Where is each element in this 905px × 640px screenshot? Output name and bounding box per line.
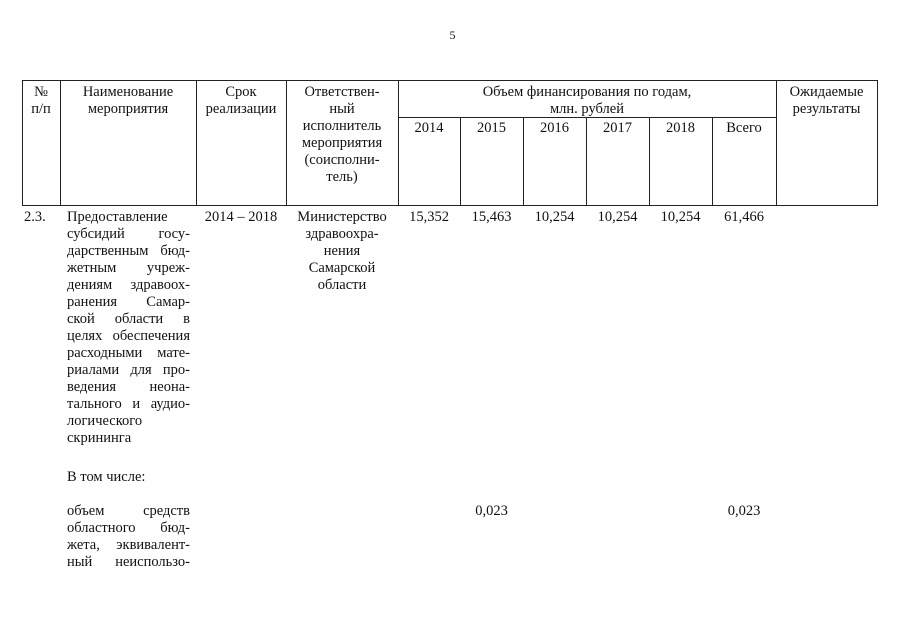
header-period: Срок реализации <box>205 84 277 117</box>
subrow-name <box>67 503 190 571</box>
subrow-value-2015: 0,023 <box>475 503 508 519</box>
row-name <box>67 209 190 447</box>
row-period: 2014 – 2018 <box>204 209 278 225</box>
header-executor: Ответствен- ный исполнитель мероприятия (соисполни- тель) <box>301 84 383 185</box>
row-name-line: ведения неона- <box>67 379 190 395</box>
row-value-2015: 15,463 <box>471 209 512 225</box>
row-name-line: скрининга <box>67 430 132 446</box>
header-year-2018: 2018 <box>666 120 695 136</box>
row-value-2017: 10,254 <box>597 209 638 225</box>
row-value-total: 61,466 <box>724 209 764 225</box>
table-top-border <box>22 80 878 81</box>
row-executor: Министерство здравоохра- нения Самарской области <box>297 209 387 293</box>
header-year-2015: 2015 <box>477 120 506 136</box>
row-value-2016: 10,254 <box>534 209 575 225</box>
header-year-2014: 2014 <box>414 120 444 136</box>
row-name-line: логического <box>67 413 143 429</box>
row-value-2018: 10,254 <box>660 209 701 225</box>
header-funding: Объем финансирования по годам, млн. рублей <box>482 84 692 117</box>
header-number: № п/п <box>31 84 51 117</box>
header-bottom-border <box>22 205 878 206</box>
row-name-line: ской области в <box>67 311 190 327</box>
header-name: Наименование мероприятия <box>82 84 174 117</box>
sub-heading: В том числе: <box>67 469 146 485</box>
subrow-name-line: ный неиспользо- <box>67 554 190 570</box>
row-name-line: дениям здравоох- <box>67 277 190 293</box>
subrow-name-line: объем средств <box>67 503 190 519</box>
row-name-line: дарственным бюд- <box>67 243 190 259</box>
subrow-name-line: областного бюд- <box>67 520 190 536</box>
header-results: Ожидаемые результаты <box>789 84 864 117</box>
subrow-name-line: жета, эквивалент- <box>67 537 190 553</box>
header-year-2016: 2016 <box>540 120 569 136</box>
row-name-line: ранения Самар- <box>67 294 190 310</box>
row-number: 2.3. <box>24 209 46 225</box>
row-name-line: целях обеспечения <box>67 328 190 344</box>
row-value-2014: 15,352 <box>409 209 449 225</box>
row-name-line: Предоставление <box>67 209 168 225</box>
row-name-line: риалами для про- <box>67 362 190 378</box>
col-border <box>877 80 878 206</box>
page-number: 5 <box>449 28 456 42</box>
header-year-2017: 2017 <box>603 120 632 136</box>
row-name-line: жетным учреж- <box>67 260 190 276</box>
row-name-line: тального и аудио- <box>67 396 190 412</box>
row-name-line: расходными мате- <box>67 345 190 361</box>
row-name-line: субсидий госу- <box>67 226 190 242</box>
subrow-value-total: 0,023 <box>727 503 761 519</box>
header-total: Всего <box>726 120 762 136</box>
